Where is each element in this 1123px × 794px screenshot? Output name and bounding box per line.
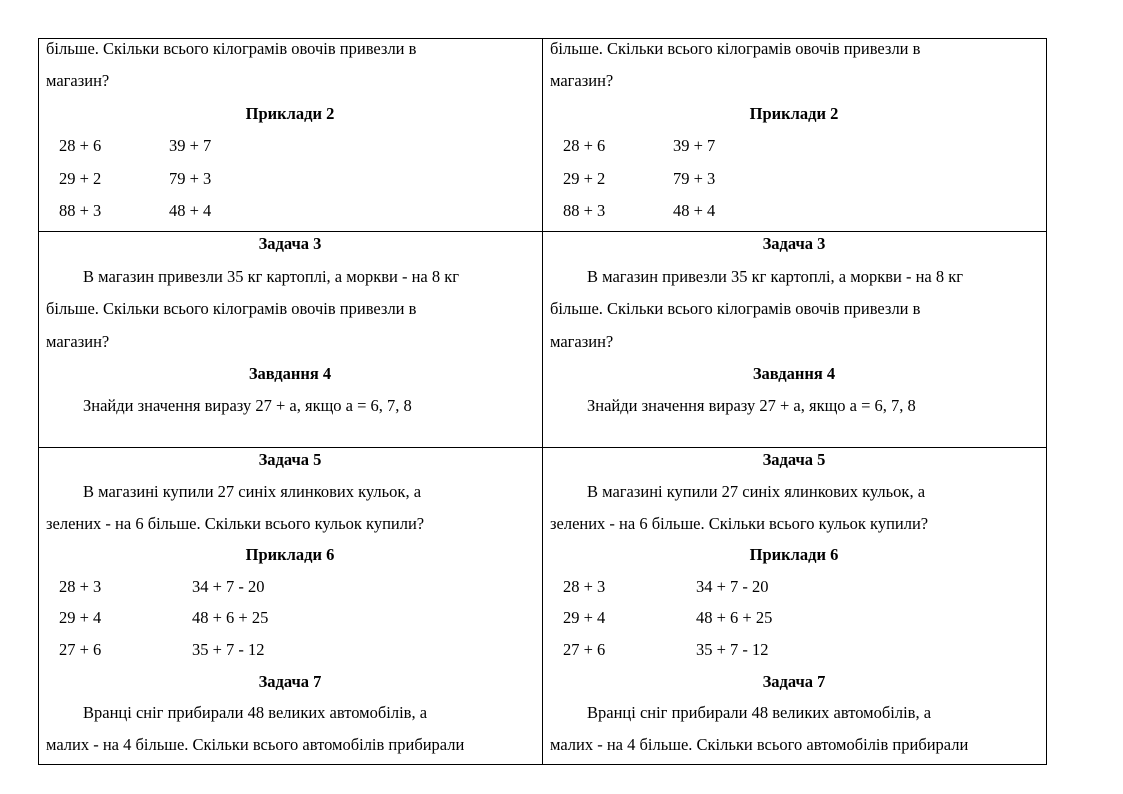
cell-right-top	[543, 39, 1047, 232]
text-line: Вранці сніг прибирали 48 великих автомобілів, а	[587, 703, 932, 723]
example-row	[46, 606, 534, 638]
example-expression: 88 + 3	[59, 200, 102, 220]
text-line: В магазині купили 27 синіх ялинкових кульок, а	[83, 481, 422, 501]
text-line: більше. Скільки всього кілограмів овочів привезли в	[46, 39, 417, 58]
example-row	[550, 167, 1038, 199]
text-line: зелених - на 6 більше. Скільки всього кульок купили?	[46, 513, 425, 533]
example-row	[550, 575, 1038, 607]
section-heading: Задача 5	[258, 450, 322, 470]
section-heading: Приклади 6	[245, 545, 335, 565]
example-expression: 28 + 6	[563, 136, 606, 156]
cell-left-top	[39, 39, 543, 232]
example-expression: 39 + 7	[169, 136, 212, 156]
text-line: магазин?	[46, 331, 110, 351]
example-row	[46, 134, 534, 166]
example-row	[46, 167, 534, 199]
text-line: більше. Скільки всього кілограмів овочів привезли в	[550, 299, 921, 319]
example-expression: 48 + 6 + 25	[192, 608, 269, 628]
table-row	[39, 39, 1047, 232]
text-line: Знайди значення виразу 27 + а, якщо а = 6, 7, 8	[83, 396, 412, 416]
table-row	[39, 448, 1047, 765]
section-heading: Задача 3	[258, 234, 322, 254]
text-line: малих - на 4 більше. Скільки всього автомобілів прибирали	[46, 734, 465, 754]
text-line: малих - на 4 більше. Скільки всього автомобілів прибирали	[550, 734, 969, 754]
text-line: зелених - на 6 більше. Скільки всього кульок купили?	[550, 513, 929, 533]
cell-right-bottom	[543, 448, 1047, 765]
section-heading: Приклади 2	[245, 103, 335, 123]
worksheet-table	[38, 38, 1047, 765]
section-heading: Задача 7	[762, 671, 826, 691]
text-line: Вранці сніг прибирали 48 великих автомобілів, а	[83, 703, 428, 723]
text-line: магазин?	[550, 71, 614, 91]
example-row	[550, 199, 1038, 231]
text-line: В магазині купили 27 синіх ялинкових кульок, а	[587, 481, 926, 501]
text-line: більше. Скільки всього кілограмів овочів привезли в	[46, 299, 417, 319]
example-expression: 48 + 6 + 25	[696, 608, 773, 628]
example-row	[46, 199, 534, 231]
table-row	[39, 232, 1047, 448]
text-line: В магазин привезли 35 кг картоплі, а моркви - на 8 кг	[587, 266, 964, 286]
example-expression: 29 + 4	[563, 608, 606, 628]
example-expression: 39 + 7	[673, 136, 716, 156]
example-expression: 88 + 3	[563, 200, 606, 220]
example-row	[550, 134, 1038, 166]
text-line: В магазин привезли 35 кг картоплі, а моркви - на 8 кг	[83, 266, 460, 286]
cell-left-middle	[39, 232, 543, 448]
text-line: Знайди значення виразу 27 + а, якщо а = 6, 7, 8	[587, 396, 916, 416]
example-expression: 28 + 3	[563, 576, 606, 596]
example-expression: 35 + 7 - 12	[192, 639, 265, 659]
example-expression: 28 + 3	[59, 576, 102, 596]
example-expression: 34 + 7 - 20	[696, 576, 769, 596]
section-heading: Приклади 6	[749, 545, 839, 565]
example-row	[46, 638, 534, 670]
cell-right-middle	[543, 232, 1047, 448]
example-expression: 48 + 4	[673, 200, 716, 220]
example-expression: 27 + 6	[563, 639, 606, 659]
example-expression: 35 + 7 - 12	[696, 639, 769, 659]
example-expression: 79 + 3	[169, 168, 212, 188]
example-expression: 34 + 7 - 20	[192, 576, 265, 596]
example-expression: 48 + 4	[169, 200, 212, 220]
section-heading: Завдання 4	[248, 363, 332, 383]
text-line: магазин?	[550, 331, 614, 351]
section-heading: Задача 3	[762, 234, 826, 254]
section-heading: Задача 7	[258, 671, 322, 691]
example-expression: 27 + 6	[59, 639, 102, 659]
text-line: більше. Скільки всього кілограмів овочів привезли в	[550, 39, 921, 58]
cell-left-bottom	[39, 448, 543, 765]
example-expression: 28 + 6	[59, 136, 102, 156]
example-expression: 79 + 3	[673, 168, 716, 188]
example-row	[46, 575, 534, 607]
example-row	[550, 606, 1038, 638]
section-heading: Завдання 4	[752, 363, 836, 383]
example-expression: 29 + 2	[563, 168, 606, 188]
example-expression: 29 + 2	[59, 168, 102, 188]
example-expression: 29 + 4	[59, 608, 102, 628]
section-heading: Приклади 2	[749, 103, 839, 123]
text-line: магазин?	[46, 71, 110, 91]
section-heading: Задача 5	[762, 450, 826, 470]
example-row	[550, 638, 1038, 670]
